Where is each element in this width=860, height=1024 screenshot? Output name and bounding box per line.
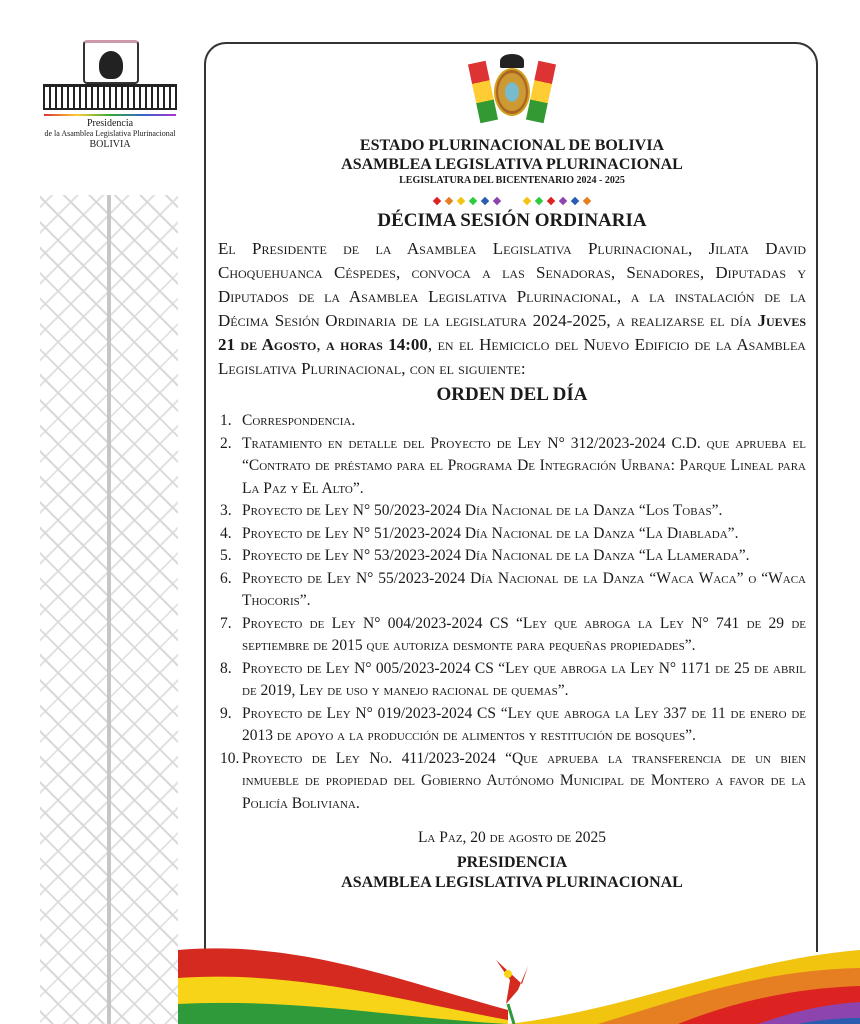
logo-line1: Presidencia (86, 118, 134, 129)
agenda-item (220, 568, 806, 613)
agenda-item (220, 523, 806, 546)
logo-line2: de la Asamblea Legislativa Plurinacional (44, 129, 176, 138)
agenda-number: 10. (220, 749, 240, 767)
agenda-list (218, 410, 806, 815)
diamond-icon (535, 197, 543, 205)
agenda-title: ORDEN DEL DÍA (436, 384, 588, 405)
header-assembly: ASAMBLEA LEGISLATIVA PLURINACIONAL (341, 156, 683, 173)
diamond-icon (445, 197, 453, 205)
legislative-building-icon (43, 40, 177, 112)
convocation-paragraph (218, 237, 806, 381)
signature-presidency: PRESIDENCIA (456, 854, 568, 871)
diamond-icon (559, 197, 567, 205)
agenda-text: Proyecto de Ley N° 51/2023-2024 Día Nacional de la Danza “La Diablada”. (242, 524, 739, 542)
diamond-icon (571, 197, 579, 205)
agenda-item (220, 703, 806, 748)
agenda-number: 7. (220, 614, 232, 632)
agenda-number: 3. (220, 502, 232, 519)
diamond-icon (481, 197, 489, 205)
diamond-divider (218, 191, 806, 207)
agenda-item (220, 545, 806, 568)
session-day: Jueves 21 de Agosto (218, 311, 806, 354)
agenda-number: 6. (220, 569, 232, 587)
bolivia-coat-of-arms-icon (470, 52, 554, 130)
place-date: La Paz, 20 de agosto de 2025 (417, 829, 607, 846)
agenda-item (220, 433, 806, 501)
flags-wave-banner (178, 940, 860, 1024)
diamond-icon (457, 197, 465, 205)
intro-text: El Presidente de la Asamblea Legislativa Plurinacional, Jilata David Choquehuanca Céspedes, convoca a las Senadoras, Senadores, Diputadas y Diputados de la Asamblea Legislativa Plurinacional, a la instalación de la Décima Sesión Ordinaria de la legislatura 2024-2025, a realizarse el día (218, 239, 806, 330)
agenda-text: Proyecto de Ley N° 005/2023-2024 CS “Ley que abroga la Ley N° 1171 de 25 de abril de 2019, Ley de uso y manejo racional de quemas”. (242, 659, 806, 699)
agenda-text: Proyecto de Ley N° 55/2023-2024 Día Nacional de la Danza “Waca Waca” o “Waca Thocoris”. (242, 569, 806, 609)
agenda-text: Proyecto de Ley N° 004/2023-2024 CS “Ley que abroga la Ley N° 741 de 29 de septiembre de 2015 que autoriza desmonte para pequeñas propiedades”. (242, 614, 806, 654)
agenda-number: 4. (220, 524, 232, 542)
agenda-number: 9. (220, 704, 232, 722)
header-legislature: LEGISLATURA DEL BICENTENARIO 2024 - 2025 (399, 175, 625, 186)
diamond-icon (583, 197, 591, 205)
agenda-number: 8. (220, 659, 232, 677)
session-time: a horas 14:00 (326, 335, 428, 354)
presidency-logo (40, 40, 180, 150)
agenda-item (220, 500, 806, 523)
agenda-text: Proyecto de Ley N° 53/2023-2024 Día Nacional de la Danza “La Llamerada”. (242, 547, 750, 564)
diamond-icon (493, 197, 501, 205)
document-body (218, 52, 806, 893)
intro-sep: , (316, 335, 327, 354)
signature-assembly: ASAMBLEA LEGISLATIVA PLURINACIONAL (341, 874, 683, 891)
agenda-number: 1. (220, 412, 232, 429)
agenda-item (220, 613, 806, 658)
andean-pattern-border (40, 195, 178, 1024)
diamond-icon (523, 197, 531, 205)
diamond-icon (433, 197, 441, 205)
agenda-text: Correspondencia. (242, 412, 356, 429)
agenda-item (220, 410, 806, 433)
header-state: ESTADO PLURINACIONAL DE BOLIVIA (359, 137, 665, 154)
agenda-text: Proyecto de Ley No. 411/2023-2024 “Que aprueba la transferencia de un bien inmueble de propiedad del Gobierno Autónomo Municipal de Montero a favor de la Policía Boliviana. (242, 749, 806, 812)
agenda-number: 5. (220, 547, 232, 564)
agenda-number: 2. (220, 434, 232, 452)
diamond-icon (547, 197, 555, 205)
logo-line3: BOLIVIA (89, 139, 131, 150)
session-title: DÉCIMA SESIÓN ORDINARIA (377, 210, 647, 231)
agenda-item (220, 748, 806, 816)
agenda-text: Proyecto de Ley N° 019/2023-2024 CS “Ley que abroga la Ley 337 de 11 de enero de 2013 de apoyo a la producción de alimentos y restitución de bosques”. (242, 704, 806, 744)
agenda-text: Proyecto de Ley N° 50/2023-2024 Día Nacional de la Danza “Los Tobas”. (242, 502, 723, 519)
agenda-text: Tratamiento en detalle del Proyecto de Ley N° 312/2023-2024 C.D. que aprueba el “Contrato de préstamo para el Programa De Integración Urbana: Parque Lineal para La Paz y El Alto”. (242, 434, 806, 497)
intro-text-end: , en el Hemiciclo del Nuevo Edificio de la Asamblea Legislativa Plurinacional, con el siguiente: (218, 335, 806, 378)
diamond-icon (469, 197, 477, 205)
agenda-item (220, 658, 806, 703)
